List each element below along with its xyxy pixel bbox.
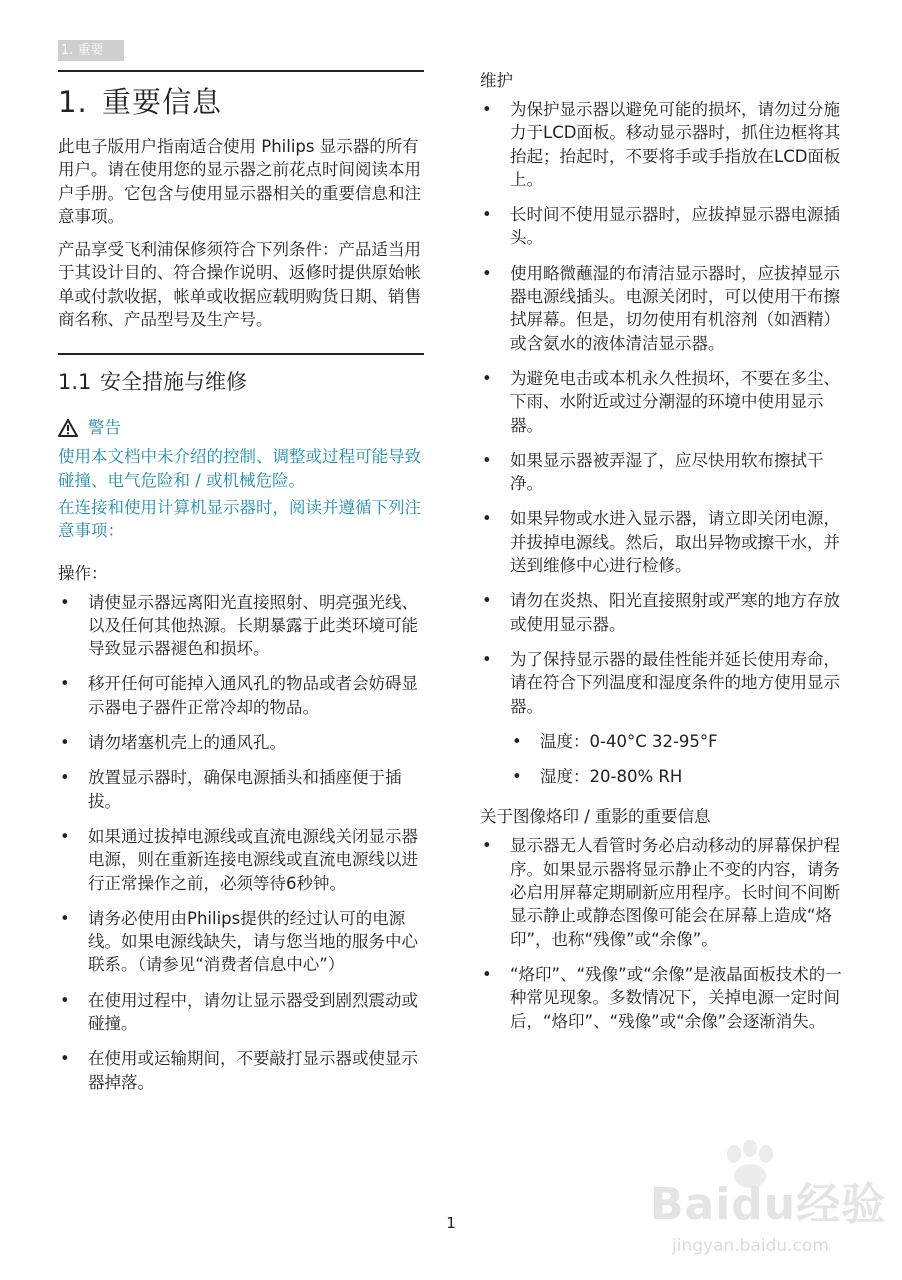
intro-paragraph-2: 产品享受飞利浦保修须符合下列条件：产品适当用于其设计目的、符合操作说明、返修时提供原始帐单或付款收据，帐单或收据应载明购货日期、销售商名称、产品型号及生产号。: [58, 240, 421, 330]
section-heading: [58, 369, 424, 395]
operation-heading: 操作：: [58, 563, 108, 583]
warning-icon: [58, 419, 78, 437]
warning-heading: [58, 417, 424, 439]
warning-text-1: 使用本文档中未介绍的控制、调整或过程可能导致碰撞、电气危险和 / 或机械危险。: [58, 447, 421, 490]
bullet-icon: •: [60, 733, 70, 753]
bullet-icon: •: [482, 509, 492, 529]
bullet-icon: •: [482, 836, 492, 856]
watermark-url: jingyan.baidu.com: [672, 1236, 829, 1256]
list-item: • 显示器无人看管时务必启动移动的屏幕保护程序。如果显示器将显示静止不变的内容，请务必启用屏幕定期刷新应用程序。长时间不间断显示静止或静态图像可能会在屏幕上造成“烙印”，也称“残像”或“余像”。: [482, 836, 840, 949]
bullet-icon: •: [60, 592, 70, 612]
page-number: 1: [446, 1214, 456, 1232]
list-item: • 如果通过拔掉电源线或直流电源线关闭显示器电源，则在重新连接电源线或直流电源线以进行正常操作之前，必须等待6秒钟。: [60, 826, 418, 893]
list-item: • 湿度：20-80% RH: [510, 765, 848, 788]
bullet-icon: •: [482, 649, 492, 669]
bullet-icon: •: [60, 908, 70, 928]
list-item: • 请勿堵塞机壳上的通风孔。: [58, 731, 424, 754]
section-rule: [58, 353, 424, 355]
intro-paragraph-1: 此电子版用户指南适合使用 Philips 显示器的所有用户。请在使用您的显示器之前花点时间阅读本用户手册。它包含与使用显示器相关的重要信息和注意事项。: [58, 137, 421, 226]
bullet-icon: •: [60, 1049, 70, 1069]
page-title-number: 1.: [58, 85, 88, 119]
bullet-icon: •: [482, 100, 492, 119]
bullet-icon: •: [512, 767, 522, 787]
list-item: • 放置显示器时，确保电源插头和插座便于插拔。: [60, 768, 402, 811]
bullet-icon: •: [482, 205, 492, 225]
list-item: • 为保护显示器以避免可能的损坏，请勿过分施力于LCD面板。移动显示器时，抓住边框将其抬起；抬起时，不要将手或手指放在LCD面板上。: [482, 100, 841, 189]
burn-in-list: [480, 834, 848, 1032]
warning-text-2: 在连接和使用计算机显示器时，阅读并遵循下列注意事项：: [58, 497, 421, 541]
top-rule-left: [58, 70, 424, 72]
bullet-icon: •: [482, 263, 492, 283]
baidu-watermark: [640, 1140, 890, 1270]
list-item: • 为避免电击或本机永久性损坏，不要在多尘、下雨、水附近或过分潮湿的环境中使用显示器。: [482, 368, 840, 435]
list-item: • “烙印”、“残像”或“余像”是液晶面板技术的一种常见现象。多数情况下，关掉电源一定时间后，“烙印”、“残像”或“余像”会逐渐消失。: [482, 964, 842, 1031]
maintenance-list: [480, 98, 848, 718]
bullet-icon: •: [482, 450, 492, 470]
left-column: [58, 70, 424, 1094]
bullet-icon: •: [60, 826, 70, 846]
list-item: • 长时间不使用显示器时，应拔掉显示器电源插头。: [482, 205, 840, 248]
section-tab: 1. 重要: [58, 40, 124, 61]
list-item: • 如果显示器被弄湿了，应尽快用软布擦拭干净。: [482, 450, 824, 494]
list-item: • 为了保持显示器的最佳性能并延长使用寿命，请在符合下列温度和湿度条件的地方使用显示器。: [482, 649, 840, 716]
maintenance-heading: 维护: [480, 71, 513, 90]
conditions-list: [510, 730, 848, 789]
burn-in-heading: 关于图像烙印 / 重影的重要信息: [480, 807, 711, 827]
right-column: [480, 70, 848, 1033]
list-item: • 移开任何可能掉入通风孔的物品或者会妨碍显示器电子器件正常冷却的物品。: [60, 674, 418, 717]
list-item: • 使用略微蘸湿的布清洁显示器时，应拔掉显示器电源线插头。电源关闭时，可以使用干布擦拭屏幕。但是，切勿使用有机溶剂（如酒精）或含氨水的液体清洁显示器。: [482, 263, 840, 353]
warning-title: 警告: [88, 418, 121, 438]
list-item: • 请务必使用由Philips提供的经过认可的电源线。如果电源线缺失，请与您当地的服务中心联系。（请参见“消费者信息中心”）: [60, 908, 418, 975]
bullet-icon: •: [60, 990, 70, 1010]
section-number: 1.1: [58, 370, 92, 395]
bullet-icon: •: [60, 768, 70, 788]
bullet-icon: •: [512, 731, 522, 751]
section-title: 安全措施与维修: [100, 370, 247, 395]
bullet-icon: •: [482, 368, 492, 388]
watermark-text: Baidu经验: [650, 1179, 887, 1230]
bullet-icon: •: [482, 964, 492, 984]
list-item: • 请勿在炎热、阳光直接照射或严寒的地方存放或使用显示器。: [482, 591, 840, 634]
list-item: • 在使用或运输期间，不要敲打显示器或使显示器掉落。: [60, 1049, 418, 1092]
operation-list: [58, 591, 424, 1094]
bullet-icon: •: [482, 591, 492, 611]
list-item: • 在使用过程中，请勿让显示器受到剧烈震动或碰撞。: [60, 990, 418, 1034]
list-item: • 如果异物或水进入显示器，请立即关闭电源，并拔掉电源线。然后，取出异物或擦干水，并送到维修中心进行检修。: [482, 509, 840, 576]
page-title-text: 重要信息: [102, 85, 223, 119]
bullet-icon: •: [60, 674, 70, 694]
list-item: • 请使显示器远离阳光直接照射、明亮强光线、以及任何其他热源。长期暴露于此类环境可能导致显示器褪色和损坏。: [60, 592, 418, 659]
page-title: [58, 85, 424, 119]
list-item: • 温度：0-40°C 32-95°F: [510, 730, 848, 753]
